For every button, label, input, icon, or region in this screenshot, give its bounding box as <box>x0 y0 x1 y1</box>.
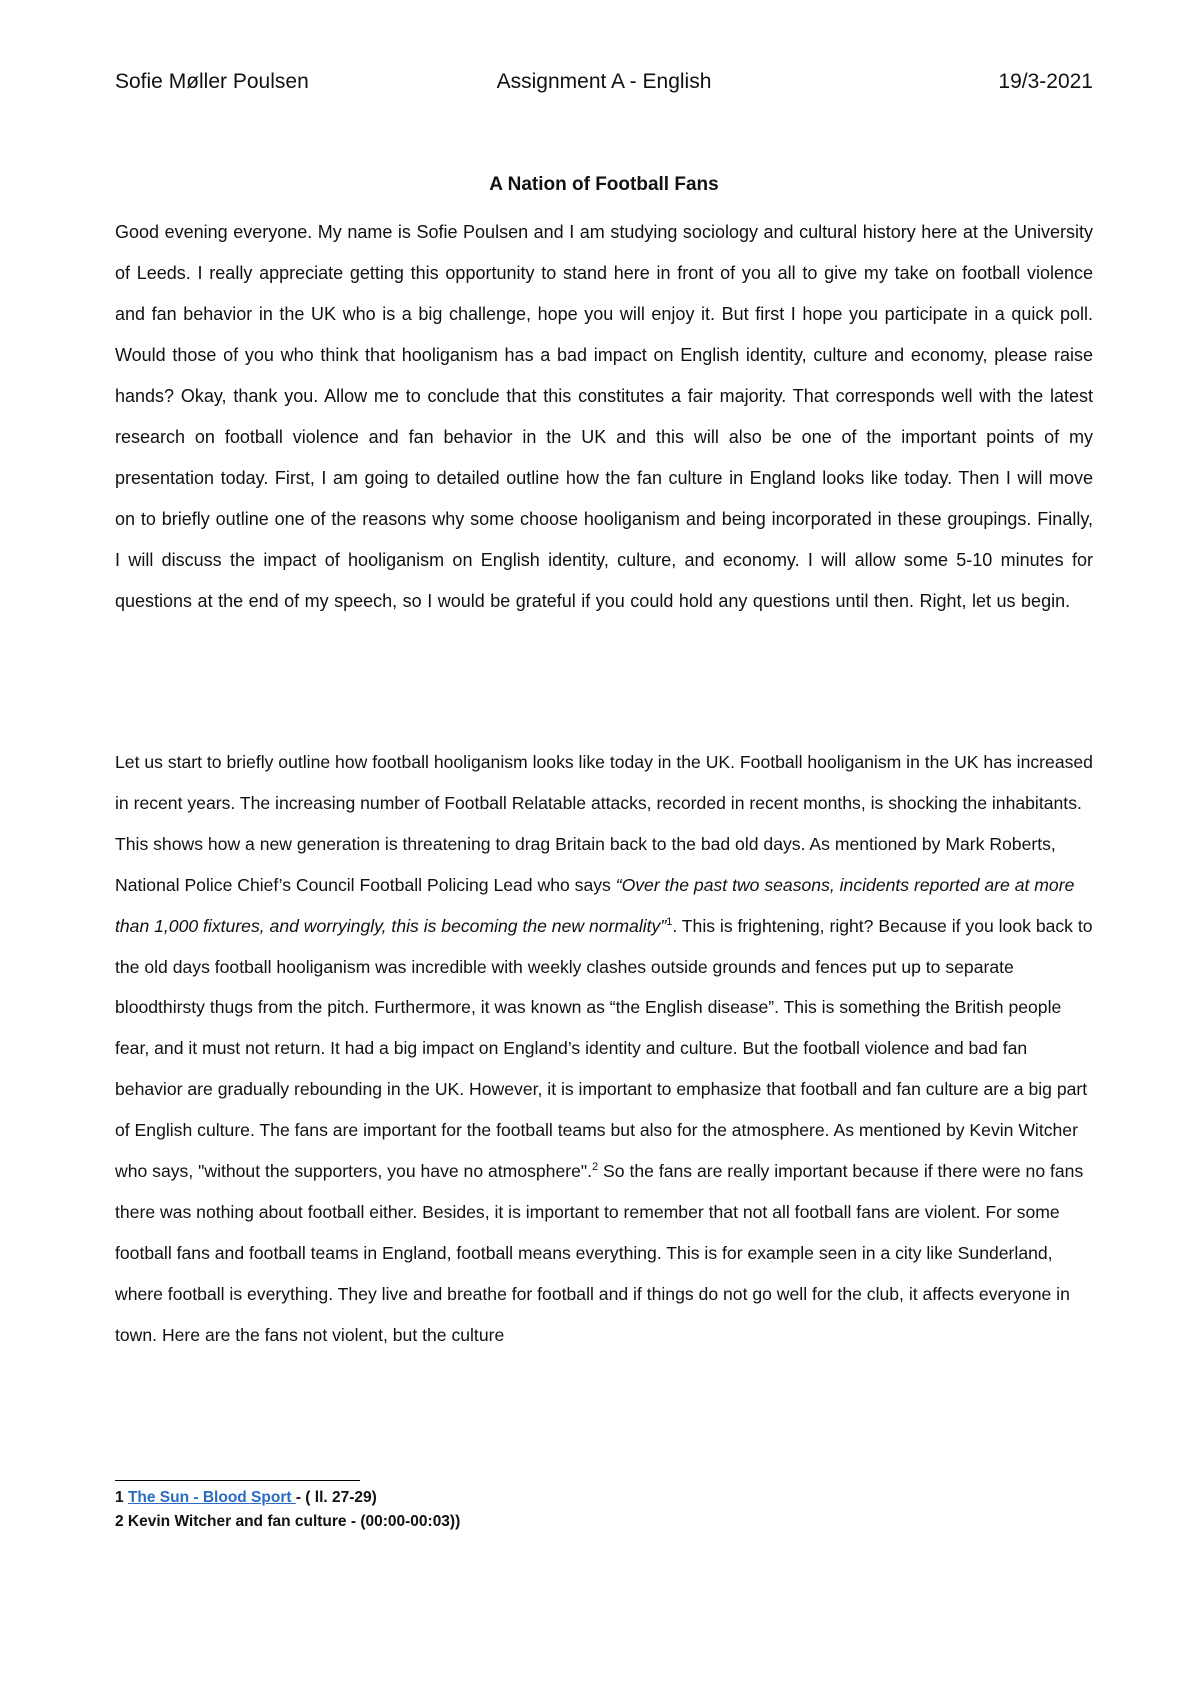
roberts-quote: “Over the past two seasons, incidents reported are at more than 1,000 fixtures, and worryingly, this is becoming the new normality” <box>115 874 1075 936</box>
paragraph-text-part2: . This is frightening, right? Because if you look back to the old days football hooliganism was incredible with weekly clashes outside grounds and fences put up to separate bloodthirsty thugs from the pitch. Furthermore, it was known as “the English disease”. This is something the British people fear, and it must not return. It had a big impact on England’s identity and culture. But the football violence and bad fan behavior are gradually rebounding in the UK. However, it is important to emphasize that football and fan culture are a big part of English culture. The fans are important for the football teams but also for the atmosphere. As mentioned by Kevin Witcher who says, "without the supporters, you have no atmosphere". <box>115 915 1093 1182</box>
footnote-1 <box>115 1486 915 1510</box>
footnote-1-link[interactable]: The Sun - Blood Sport <box>127 1489 296 1506</box>
paragraph-fan-culture <box>115 742 1093 1356</box>
author-name: Sofie Møller Poulsen <box>115 70 309 93</box>
page-header <box>115 70 1093 102</box>
paragraph-intro: Good evening everyone. My name is Sofie Poulsen and I am studying sociology and cultural history here at the University of Leeds. I really appreciate getting this opportunity to stand here in front of you all to give my take on football violence and fan behavior in the UK who is a big challenge, hope you will enjoy it. But first I hope you participate in a quick poll. Would those of you who think that hooliganism has a bad impact on English identity, culture and economy, please raise hands? Okay, thank you. Allow me to conclude that this constitutes a fair majority. That corresponds well with the latest research on football violence and fan behavior in the UK and this will also be one of the important points of my presentation today. First, I am going to detailed outline how the fan culture in England looks like today. Then I will move on to briefly outline one of the reasons why some choose hooliganism and being incorporated in these groupings. Finally, I will discuss the impact of hooliganism on English identity, culture, and economy. I will allow some 5-10 minutes for questions at the end of my speech, so I would be grateful if you could hold any questions until then. Right, let us begin. <box>115 222 1093 611</box>
footnote-ref-1: 1 <box>666 915 673 928</box>
footnote-ref-2: 2 <box>592 1161 599 1174</box>
footnote-2: 2 Kevin Witcher and fan culture - (00:00-00:03)) <box>115 1513 461 1530</box>
footnote-1-reference: - ( ll. 27-29) <box>295 1489 377 1506</box>
paragraph-text-part3: So the fans are really important because if there were no fans there was nothing about football either. Besides, it is important to remember that not all football fans are violent. For some football fans and football teams in England, football means everything. This is for example seen in a city like Sunderland, where football is everything. They live and breathe for football and if things do not go well for the club, it affects everyone in town. Here are the fans not violent, but the culture <box>115 1161 1084 1345</box>
assignment-title: Assignment A - English <box>496 70 712 93</box>
document-title: A Nation of Football Fans <box>489 174 719 195</box>
paragraph-text-part1: Let us start to briefly outline how football hooliganism looks like today in the UK. Football hooliganism in the UK has increased in recent years. The increasing number of Football Relatable attacks, recorded in recent months, is shocking the inhabitants. This shows how a new generation is threatening to drag Britain back to the bad old days. As mentioned by Mark Roberts, National Police Chief’s Council Football Policing Lead who says <box>115 752 1093 895</box>
footnotes <box>115 1486 915 1534</box>
footnote-separator <box>115 1480 360 1481</box>
footnote-1-number: 1 <box>115 1489 128 1506</box>
document-date: 19/3-2021 <box>998 70 1093 93</box>
